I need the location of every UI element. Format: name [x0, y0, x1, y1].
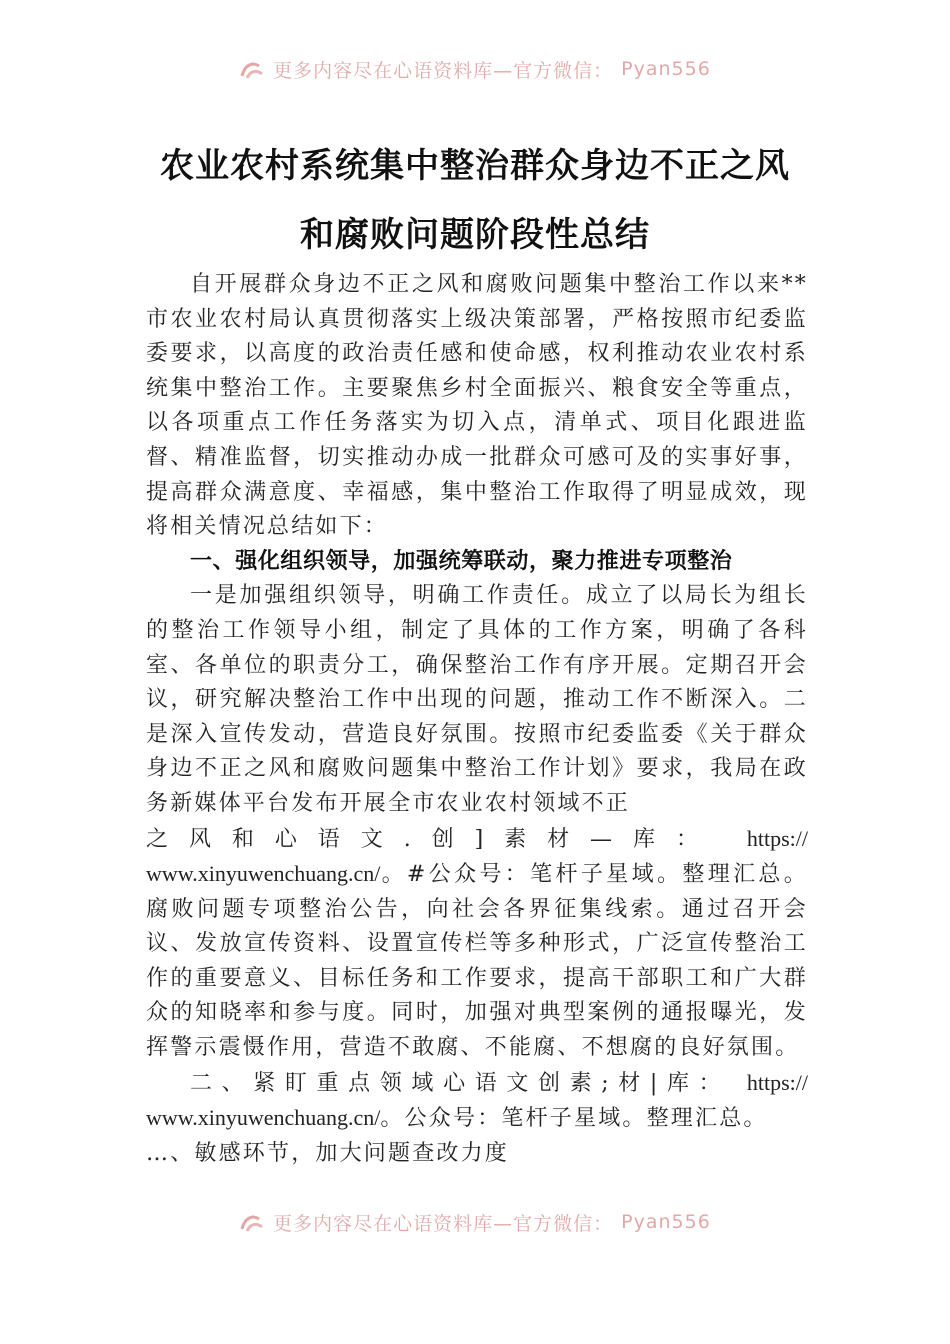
watermark-logo-icon	[239, 1211, 265, 1233]
section1-wide-line	[146, 822, 808, 858]
section1-heading: 一、强化组织领导，加强统筹联动，聚力推进专项整治	[190, 548, 733, 574]
watermark-handle: Pyan556	[621, 1211, 711, 1233]
section1-url-part1: https://	[746, 825, 808, 851]
intro-paragraph: 自开展群众身边不正之风和腐败问题集中整治工作以来**市农业农村局认真贯彻落实上级决策部署，严格按照市纪委监委要求，以高度的政治责任感和使命感，权利推动农业农村系统集中整治工作。主要聚焦乡村全面振兴、粮食安全等重点，以各项重点工作任务落实为切入点，清单式、项目化跟进监督、精准监督，切实推动办成一批群众可感可及的实事好事，提高群众满意度、幸福感，集中整治工作取得了明显成效，现将相关情况总结如下：	[146, 272, 808, 540]
section2-paragraph	[146, 1066, 808, 1172]
section1-paragraph	[146, 579, 808, 1065]
section2-wide-text: 二、紧盯重点领域心语文创素;材|库：	[190, 1070, 731, 1096]
watermark-top	[0, 56, 950, 82]
section1-url-part2: www.xinyuwenchuang.cn/	[146, 861, 381, 887]
watermark-handle: Pyan556	[621, 58, 711, 80]
watermark-text: 更多内容尽在心语资料库—官方微信：	[273, 1212, 614, 1235]
watermark-bottom	[0, 1209, 950, 1235]
section1-part-a: 一是加强组织领导，明确工作责任。成立了以局长为组长的整治工作领导小组，制定了具体的工作方案，明确了各科室、各单位的职责分工，确保整治工作有序开展。定期召开会议，研究解决整治工作中出现的问题，推动工作不断深入。二是深入宣传发动，营造良好氛围。按照市纪委监委《关于群众身边不正之风和腐败问题集中整治工作计划》要求，我局在政务新媒体平台发布开展全市农业农村领域不正	[146, 583, 808, 816]
section2-url-part1: https://	[746, 1069, 808, 1095]
section1-after-url: 。#公众号：笔杆子星域。整理汇总。腐败问题专项整治公告，向社会各界征集线索。通过召开会议、发放宣传资料、设置宣传栏等多种形式，广泛宣传整治工作的重要意义、目标任务和工作要求，提高干部职工和广大群众的知晓率和参与度。同时，加强对典型案例的通报曝光，发挥警示震慑作用，营造不敢腐、不能腐、不想腐的良好氛围。	[146, 862, 808, 1061]
section2-after-url: 。公众号：笔杆子星域。整理汇总。	[380, 1106, 768, 1132]
section1-wide-text: 之风和心语文.创]素材—库：	[146, 826, 719, 852]
document-body	[146, 268, 808, 1171]
document-title-line1: 农业农村系统集中整治群众身边不正之风	[160, 146, 790, 186]
section2-tail: …、敏感环节，加大问题查改力度	[146, 1140, 510, 1166]
watermark-logo-icon	[239, 58, 265, 80]
section2-url-part2: www.xinyuwenchuang.cn/	[146, 1105, 381, 1131]
watermark-text: 更多内容尽在心语资料库—官方微信：	[273, 59, 614, 82]
section2-wide-line	[146, 1066, 808, 1102]
document-title-line2: 和腐败问题阶段性总结	[300, 215, 650, 255]
